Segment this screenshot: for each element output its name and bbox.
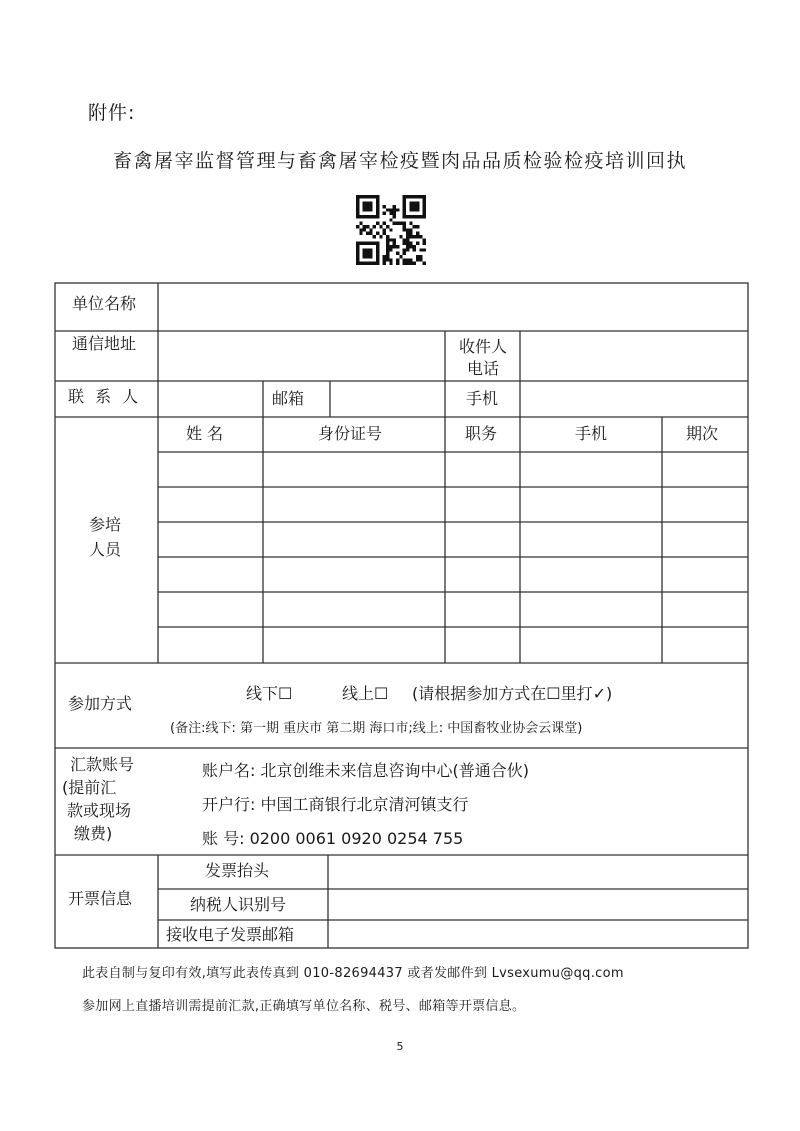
participant-mobile-cell[interactable] <box>523 630 659 659</box>
contact-label: 联 系 人 <box>68 387 142 406</box>
contact-field[interactable] <box>162 384 260 414</box>
participant-name-cell[interactable] <box>161 630 260 659</box>
note-line-2: 参加网上直播培训需提前汇款,正确填写单位名称、税号、邮箱等开票信息。 <box>82 999 526 1014</box>
participant-name-cell[interactable] <box>161 525 260 554</box>
mobile-field[interactable] <box>524 384 744 414</box>
participant-session-cell[interactable] <box>665 595 745 624</box>
address-label: 通信地址 <box>72 334 137 353</box>
participant-id-number-cell[interactable] <box>266 490 442 519</box>
participant-name-cell[interactable] <box>161 595 260 624</box>
recipient-phone-label-line1: 收件人 <box>459 337 508 356</box>
participant-session-cell[interactable] <box>665 525 745 554</box>
participant-id-number-cell[interactable] <box>266 595 442 624</box>
participants-label-line1: 参培 <box>89 515 122 534</box>
form-title: 畜禽屠宰监督管理与畜禽屠宰检疫暨肉品品质检验检疫培训回执 <box>112 150 687 172</box>
participant-session-cell[interactable] <box>665 560 745 589</box>
attachment-label: 附件: <box>88 102 136 124</box>
participant-name-cell[interactable] <box>161 455 260 484</box>
offline-option-checkbox[interactable]: 线下☐ <box>246 684 293 703</box>
invoice-title-field[interactable] <box>332 858 744 886</box>
participant-position-cell[interactable] <box>448 490 517 519</box>
participant-session-cell[interactable] <box>665 455 745 484</box>
account-name: 账户名: 北京创维未来信息咨询中心(普通合伙) <box>202 761 529 780</box>
participants-label-line2: 人员 <box>89 540 122 559</box>
participant-name-cell[interactable] <box>161 490 260 519</box>
participant-mobile-cell[interactable] <box>523 595 659 624</box>
participation-instruction: (请根据参加方式在☐里打✓) <box>412 684 613 703</box>
mobile-label: 手机 <box>466 389 499 408</box>
participant-position-cell[interactable] <box>448 525 517 554</box>
tax-id-field[interactable] <box>332 892 744 917</box>
participation-note: (备注:线下: 第一期 重庆市 第二期 海口市;线上: 中国畜牧业协会云课堂) <box>170 721 583 736</box>
remit-label-line3: 款或现场 <box>67 801 132 820</box>
recipient-phone-field[interactable] <box>524 334 744 378</box>
address-field[interactable] <box>162 334 442 378</box>
tax-id-label: 纳税人识别号 <box>190 895 287 914</box>
email-label: 邮箱 <box>272 389 305 408</box>
invoice-label: 开票信息 <box>68 889 133 908</box>
participant-mobile-cell[interactable] <box>523 490 659 519</box>
online-option-checkbox[interactable]: 线上☐ <box>342 684 389 703</box>
col-header-id-number: 身份证号 <box>318 424 383 443</box>
participant-name-cell[interactable] <box>161 560 260 589</box>
remit-label-line2: (提前汇 <box>62 778 117 797</box>
participant-id-number-cell[interactable] <box>266 560 442 589</box>
participant-position-cell[interactable] <box>448 560 517 589</box>
participant-mobile-cell[interactable] <box>523 560 659 589</box>
recipient-phone-label-line2: 电话 <box>467 359 500 378</box>
col-header-session: 期次 <box>686 424 719 443</box>
participant-mobile-cell[interactable] <box>523 525 659 554</box>
remit-label-line4: 缴费) <box>74 824 113 843</box>
participant-position-cell[interactable] <box>448 455 517 484</box>
col-header-name: 姓 名 <box>186 424 224 443</box>
email-field[interactable] <box>334 384 442 414</box>
invoice-email-field[interactable] <box>332 923 744 945</box>
invoice-title-label: 发票抬头 <box>205 861 270 880</box>
note-line-1: 此表自制与复印有效,填写此表传真到 010-82694437 或者发邮件到 Lvsexumu@qq.com <box>82 966 624 981</box>
invoice-email-label: 接收电子发票邮箱 <box>166 925 295 944</box>
bank-name: 开户行: 中国工商银行北京清河镇支行 <box>202 795 469 814</box>
participant-position-cell[interactable] <box>448 630 517 659</box>
col-header-position: 职务 <box>465 424 498 443</box>
remit-label-line1: 汇款账号 <box>70 755 135 774</box>
unit-name-field[interactable] <box>162 286 744 328</box>
participant-mobile-cell[interactable] <box>523 455 659 484</box>
account-number: 账 号: 0200 0061 0920 0254 755 <box>202 829 464 848</box>
unit-name-label: 单位名称 <box>72 294 137 313</box>
participant-session-cell[interactable] <box>665 490 745 519</box>
participant-session-cell[interactable] <box>665 630 745 659</box>
participant-id-number-cell[interactable] <box>266 455 442 484</box>
col-header-mobile: 手机 <box>575 424 608 443</box>
participant-id-number-cell[interactable] <box>266 525 442 554</box>
participation-label: 参加方式 <box>68 694 133 713</box>
participant-id-number-cell[interactable] <box>266 630 442 659</box>
participant-position-cell[interactable] <box>448 595 517 624</box>
page-number: 5 <box>396 1040 404 1053</box>
